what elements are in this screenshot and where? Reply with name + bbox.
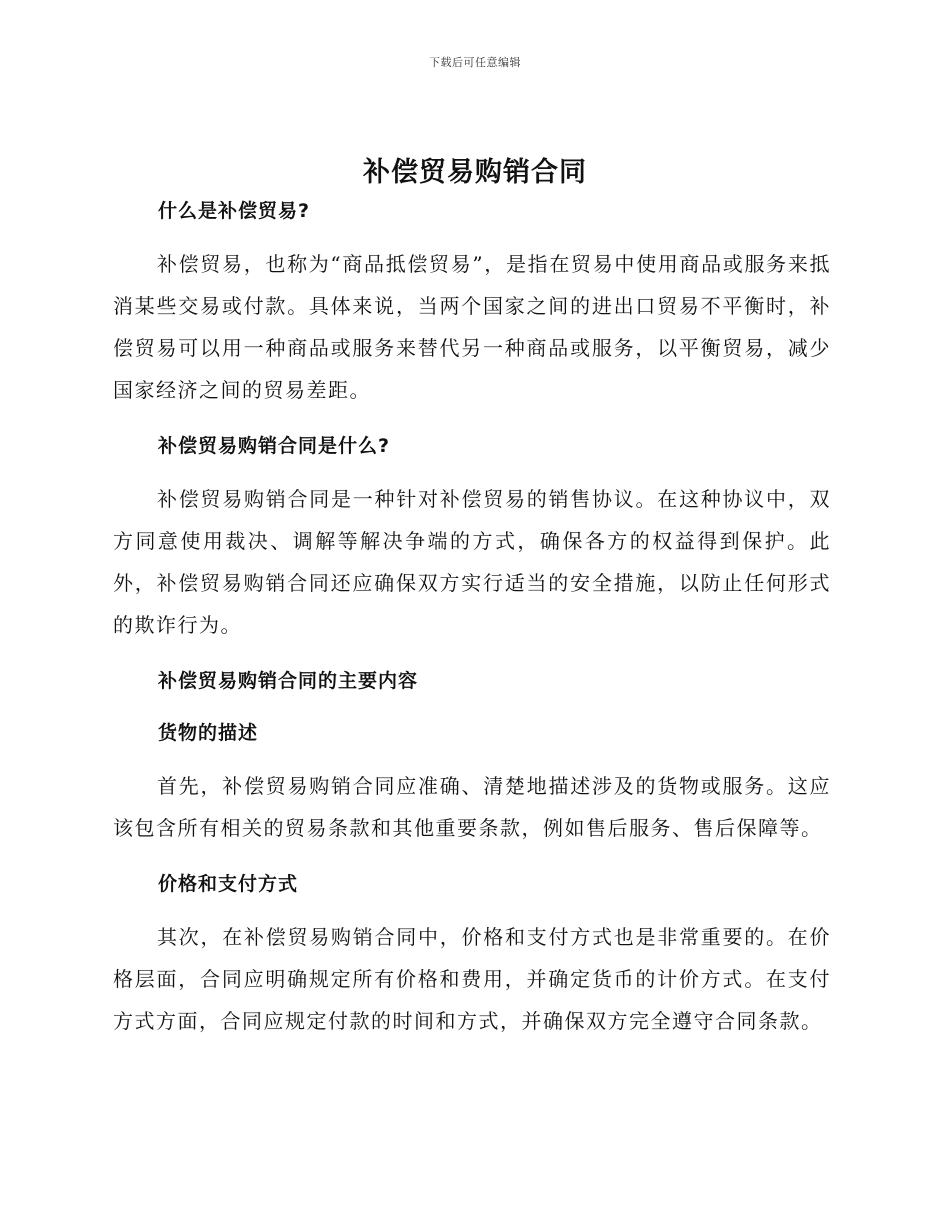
section-paragraph-what-is-compensation-trade: 补偿贸易，也称为“商品抵偿贸易”，是指在贸易中使用商品或服务来抵消某些交易或付款。具体来说，当两个国家之间的进出口贸易不平衡时，补偿贸易可以用一种商品或服务来替代另一种商品或服务，以平衡贸易，减少国家经济之间的贸易差距。	[113, 252, 831, 402]
section-paragraph-goods-description: 首先，补偿贸易购销合同应准确、清楚地描述涉及的货物或服务。这应该包含所有相关的贸易条款和其他重要条款，例如售后服务、售后保障等。	[113, 774, 831, 840]
page-header: 下载后可任意编辑	[429, 56, 521, 69]
document-body	[113, 196, 831, 1042]
document-title: 补偿贸易购销合同	[363, 157, 587, 188]
section-heading-main-contents: 补偿贸易购销合同的主要内容	[158, 670, 419, 692]
section-paragraph-price-and-payment: 其次，在补偿贸易购销合同中，价格和支付方式也是非常重要的。在价格层面，合同应明确规定所有价格和费用，并确定货币的计价方式。在支付方式方面，合同应规定付款的时间和方式，并确保双方完全遵守合同条款。	[113, 925, 831, 1033]
section-heading-what-is-compensation-trade: 什么是补偿贸易?	[158, 200, 311, 222]
section-heading-goods-description: 货物的描述	[158, 722, 259, 744]
section-heading-price-and-payment: 价格和支付方式	[158, 873, 299, 895]
section-heading-what-is-contract: 补偿贸易购销合同是什么?	[158, 435, 391, 457]
section-paragraph-what-is-contract: 补偿贸易购销合同是一种针对补偿贸易的销售协议。在这种协议中，双方同意使用裁决、调解等解决争端的方式，确保各方的权益得到保护。此外，补偿贸易购销合同还应确保双方实行适当的安全措施，以防止任何形式的欺诈行为。	[113, 487, 831, 637]
